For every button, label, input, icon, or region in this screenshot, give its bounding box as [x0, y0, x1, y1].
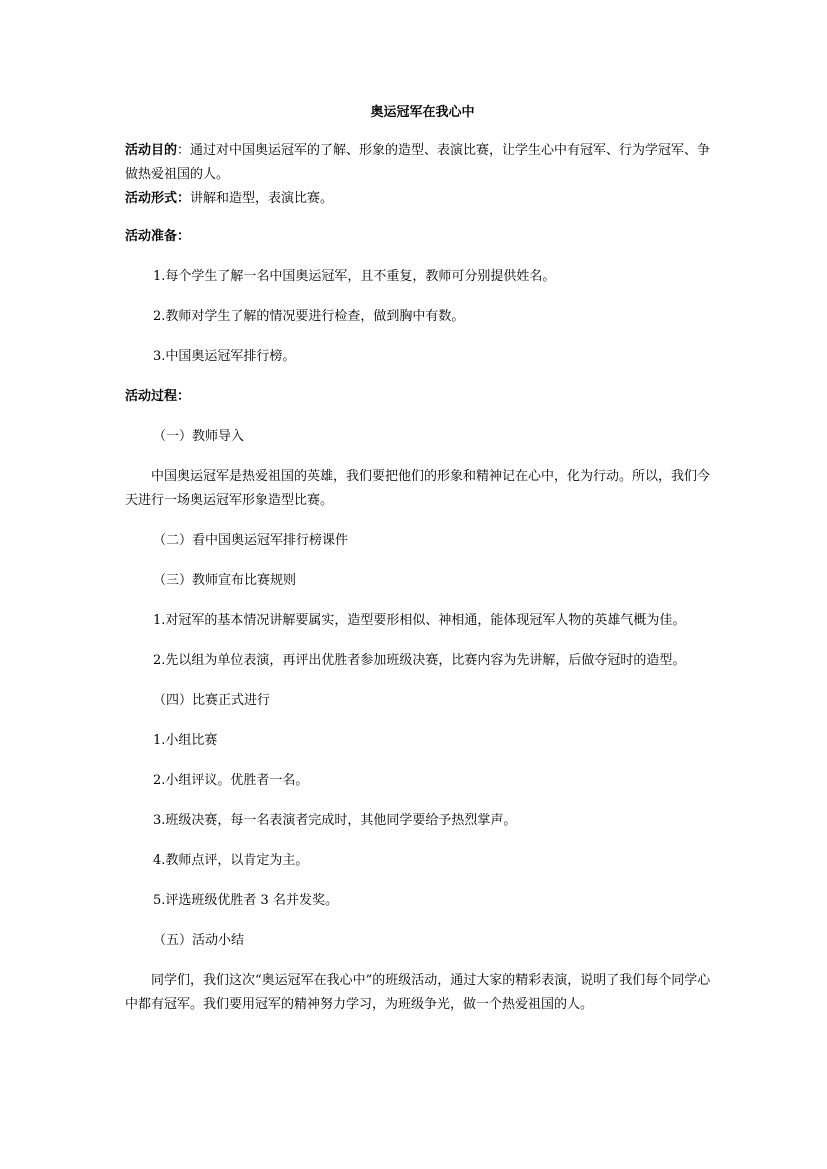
document-content	[125, 101, 720, 1017]
purpose-text: ：通过对中国奥运冠军的了解、形象的造型、表演比赛，让学生心中有冠军、行为学冠军、争做热爱祖国的人。	[125, 143, 711, 182]
form-text: 讲解和造型，表演比赛。	[190, 191, 334, 206]
purpose-label: 活动目的	[125, 143, 178, 158]
section-title: （一）教师导入	[153, 429, 245, 444]
list-item: 2.先以组为单位表演，再评出优胜者参加班级决赛，比赛内容为先讲解，后做夺冠时的造型。	[153, 653, 686, 668]
section-title: （三）教师宣布比赛规则	[153, 573, 297, 588]
list-item: 2.小组评议。优胜者一名。	[153, 773, 309, 788]
list-item: 1.小组比赛	[153, 733, 218, 748]
section-title: （五）活动小结	[153, 933, 245, 948]
form-paragraph	[125, 187, 720, 211]
list-item: 5.评选班级优胜者 3 名并发奖。	[153, 893, 338, 908]
list-item: 3.班级决赛，每一名表演者完成时，其他同学要给予热烈掌声。	[153, 813, 517, 828]
section-title: （二）看中国奥运冠军排行榜课件	[153, 533, 349, 548]
list-item: 3.中国奥运冠军排行榜。	[153, 349, 296, 364]
list-item: 1.每个学生了解一名中国奥运冠军，且不重复，教师可分别提供姓名。	[153, 269, 556, 284]
section-title: （四）比赛正式进行	[153, 693, 271, 708]
process-heading: 活动过程：	[125, 389, 191, 404]
purpose-paragraph	[125, 139, 720, 187]
section-body: 中国奥运冠军是热爱祖国的英雄，我们要把他们的形象和精神记在心中，化为行动。所以，我们今天进行一场奥运冠军形象造型比赛。	[125, 469, 711, 508]
list-item: 1.对冠军的基本情况讲解要属实，造型要形相似、神相通，能体现冠军人物的英雄气概为佳。	[153, 613, 686, 628]
section-body: 同学们，我们这次“奥运冠军在我心中”的班级活动，通过大家的精彩表演，说明了我们每个同学心中都有冠军。我们要用冠军的精神努力学习，为班级争光，做一个热爱祖国的人。	[125, 973, 711, 1012]
list-item: 2.教师对学生了解的情况要进行检查，做到胸中有数。	[153, 309, 465, 324]
form-label: 活动形式：	[125, 191, 191, 206]
document-title: 奥运冠军在我心中	[370, 105, 475, 120]
list-item: 4.教师点评，以肯定为主。	[153, 853, 309, 868]
preparation-heading: 活动准备：	[125, 229, 191, 244]
